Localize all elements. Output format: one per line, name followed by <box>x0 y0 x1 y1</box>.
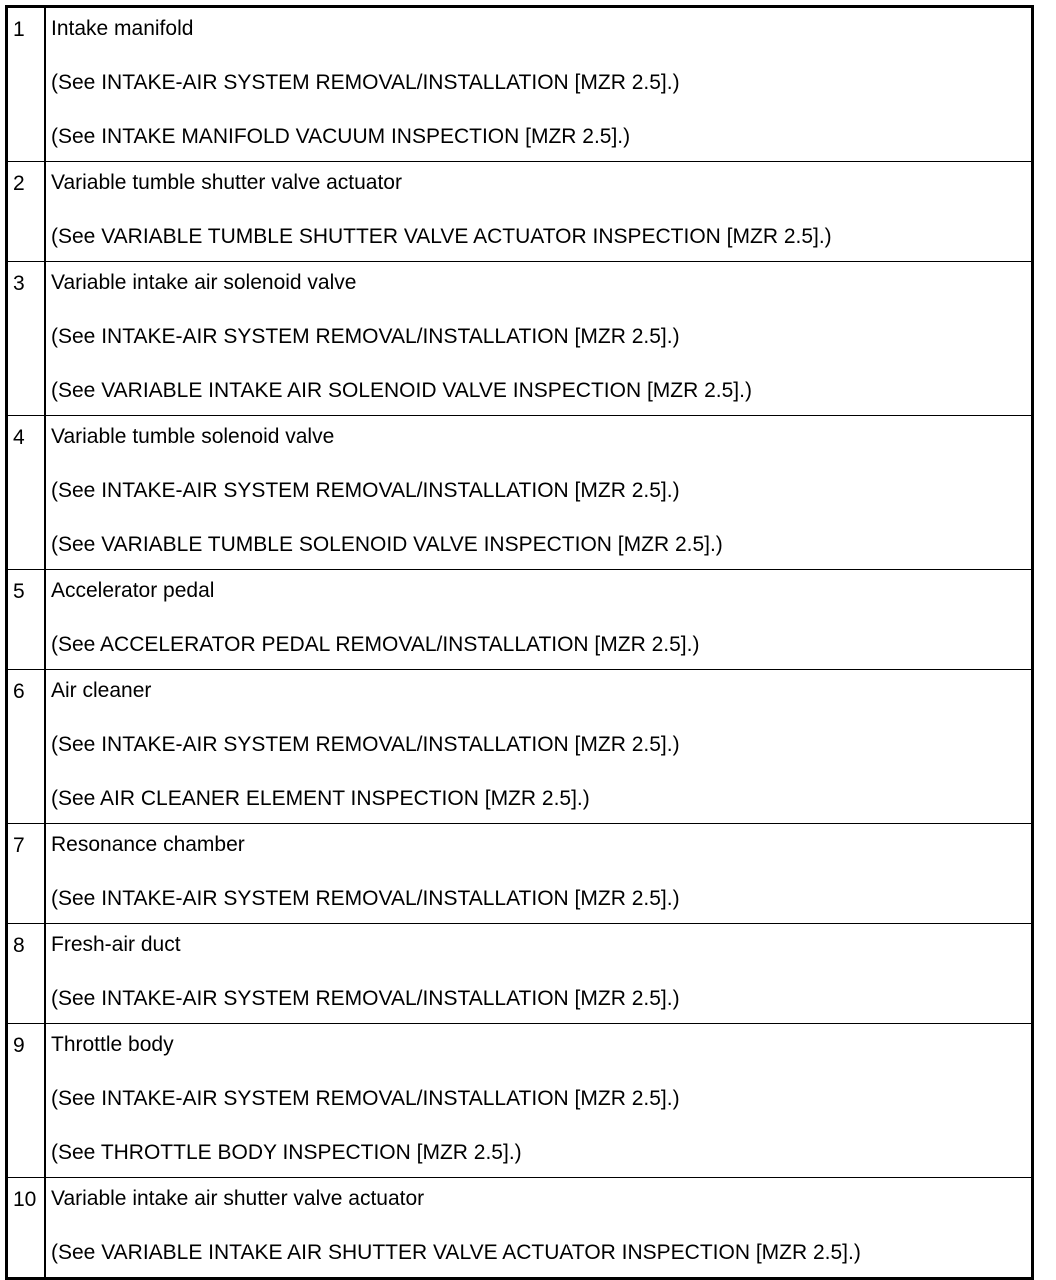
reference-link[interactable]: (See INTAKE-AIR SYSTEM REMOVAL/INSTALLATION [MZR 2.5].) <box>51 887 680 910</box>
reference-link[interactable]: (See VARIABLE INTAKE AIR SOLENOID VALVE INSPECTION [MZR 2.5].) <box>51 379 752 402</box>
reference-link[interactable]: (See THROTTLE BODY INSPECTION [MZR 2.5].) <box>51 1141 522 1164</box>
item-description <box>46 8 1031 161</box>
table-row <box>8 923 1031 1023</box>
item-number: 6 <box>8 670 46 823</box>
item-description <box>46 1024 1031 1177</box>
table-row <box>8 261 1031 415</box>
reference-link[interactable]: (See VARIABLE TUMBLE SOLENOID VALVE INSPECTION [MZR 2.5].) <box>51 533 723 556</box>
item-number: 4 <box>8 416 46 569</box>
item-name: Resonance chamber <box>51 833 245 856</box>
item-number: 8 <box>8 924 46 1023</box>
reference-link[interactable]: (See AIR CLEANER ELEMENT INSPECTION [MZR 2.5].) <box>51 787 590 810</box>
item-name: Intake manifold <box>51 17 194 40</box>
table-row <box>8 569 1031 669</box>
item-description <box>46 416 1031 569</box>
table-row <box>8 1177 1031 1277</box>
item-description <box>46 924 1031 1023</box>
item-description <box>46 670 1031 823</box>
reference-link[interactable]: (See INTAKE MANIFOLD VACUUM INSPECTION [MZR 2.5].) <box>51 125 631 148</box>
table-row <box>8 8 1031 161</box>
reference-link[interactable]: (See VARIABLE INTAKE AIR SHUTTER VALVE ACTUATOR INSPECTION [MZR 2.5].) <box>51 1241 861 1264</box>
reference-link[interactable]: (See ACCELERATOR PEDAL REMOVAL/INSTALLATION [MZR 2.5].) <box>51 633 700 656</box>
item-number: 3 <box>8 262 46 415</box>
item-name: Throttle body <box>51 1033 174 1056</box>
table-row <box>8 415 1031 569</box>
item-name: Variable intake air shutter valve actuator <box>51 1187 425 1210</box>
table-row <box>8 1023 1031 1177</box>
item-description <box>46 262 1031 415</box>
item-name: Variable tumble solenoid valve <box>51 425 335 448</box>
reference-link[interactable]: (See INTAKE-AIR SYSTEM REMOVAL/INSTALLATION [MZR 2.5].) <box>51 325 680 348</box>
item-description <box>46 824 1031 923</box>
item-number: 5 <box>8 570 46 669</box>
reference-link[interactable]: (See VARIABLE TUMBLE SHUTTER VALVE ACTUATOR INSPECTION [MZR 2.5].) <box>51 225 832 248</box>
table-row <box>8 669 1031 823</box>
item-name: Variable intake air solenoid valve <box>51 271 357 294</box>
item-number: 2 <box>8 162 46 261</box>
reference-link[interactable]: (See INTAKE-AIR SYSTEM REMOVAL/INSTALLATION [MZR 2.5].) <box>51 733 680 756</box>
item-description <box>46 570 1031 669</box>
item-description <box>46 162 1031 261</box>
reference-link[interactable]: (See INTAKE-AIR SYSTEM REMOVAL/INSTALLATION [MZR 2.5].) <box>51 479 680 502</box>
item-name: Accelerator pedal <box>51 579 215 602</box>
table-row <box>8 823 1031 923</box>
reference-link[interactable]: (See INTAKE-AIR SYSTEM REMOVAL/INSTALLATION [MZR 2.5].) <box>51 987 680 1010</box>
reference-link[interactable]: (See INTAKE-AIR SYSTEM REMOVAL/INSTALLATION [MZR 2.5].) <box>51 1087 680 1110</box>
item-name: Air cleaner <box>51 679 152 702</box>
item-name: Fresh-air duct <box>51 933 181 956</box>
table-row <box>8 161 1031 261</box>
item-number: 9 <box>8 1024 46 1177</box>
item-description <box>46 1178 1031 1277</box>
parts-table <box>5 5 1034 1280</box>
item-number: 10 <box>8 1178 46 1277</box>
item-number: 7 <box>8 824 46 923</box>
reference-link[interactable]: (See INTAKE-AIR SYSTEM REMOVAL/INSTALLATION [MZR 2.5].) <box>51 71 680 94</box>
item-name: Variable tumble shutter valve actuator <box>51 171 402 194</box>
item-number: 1 <box>8 8 46 161</box>
